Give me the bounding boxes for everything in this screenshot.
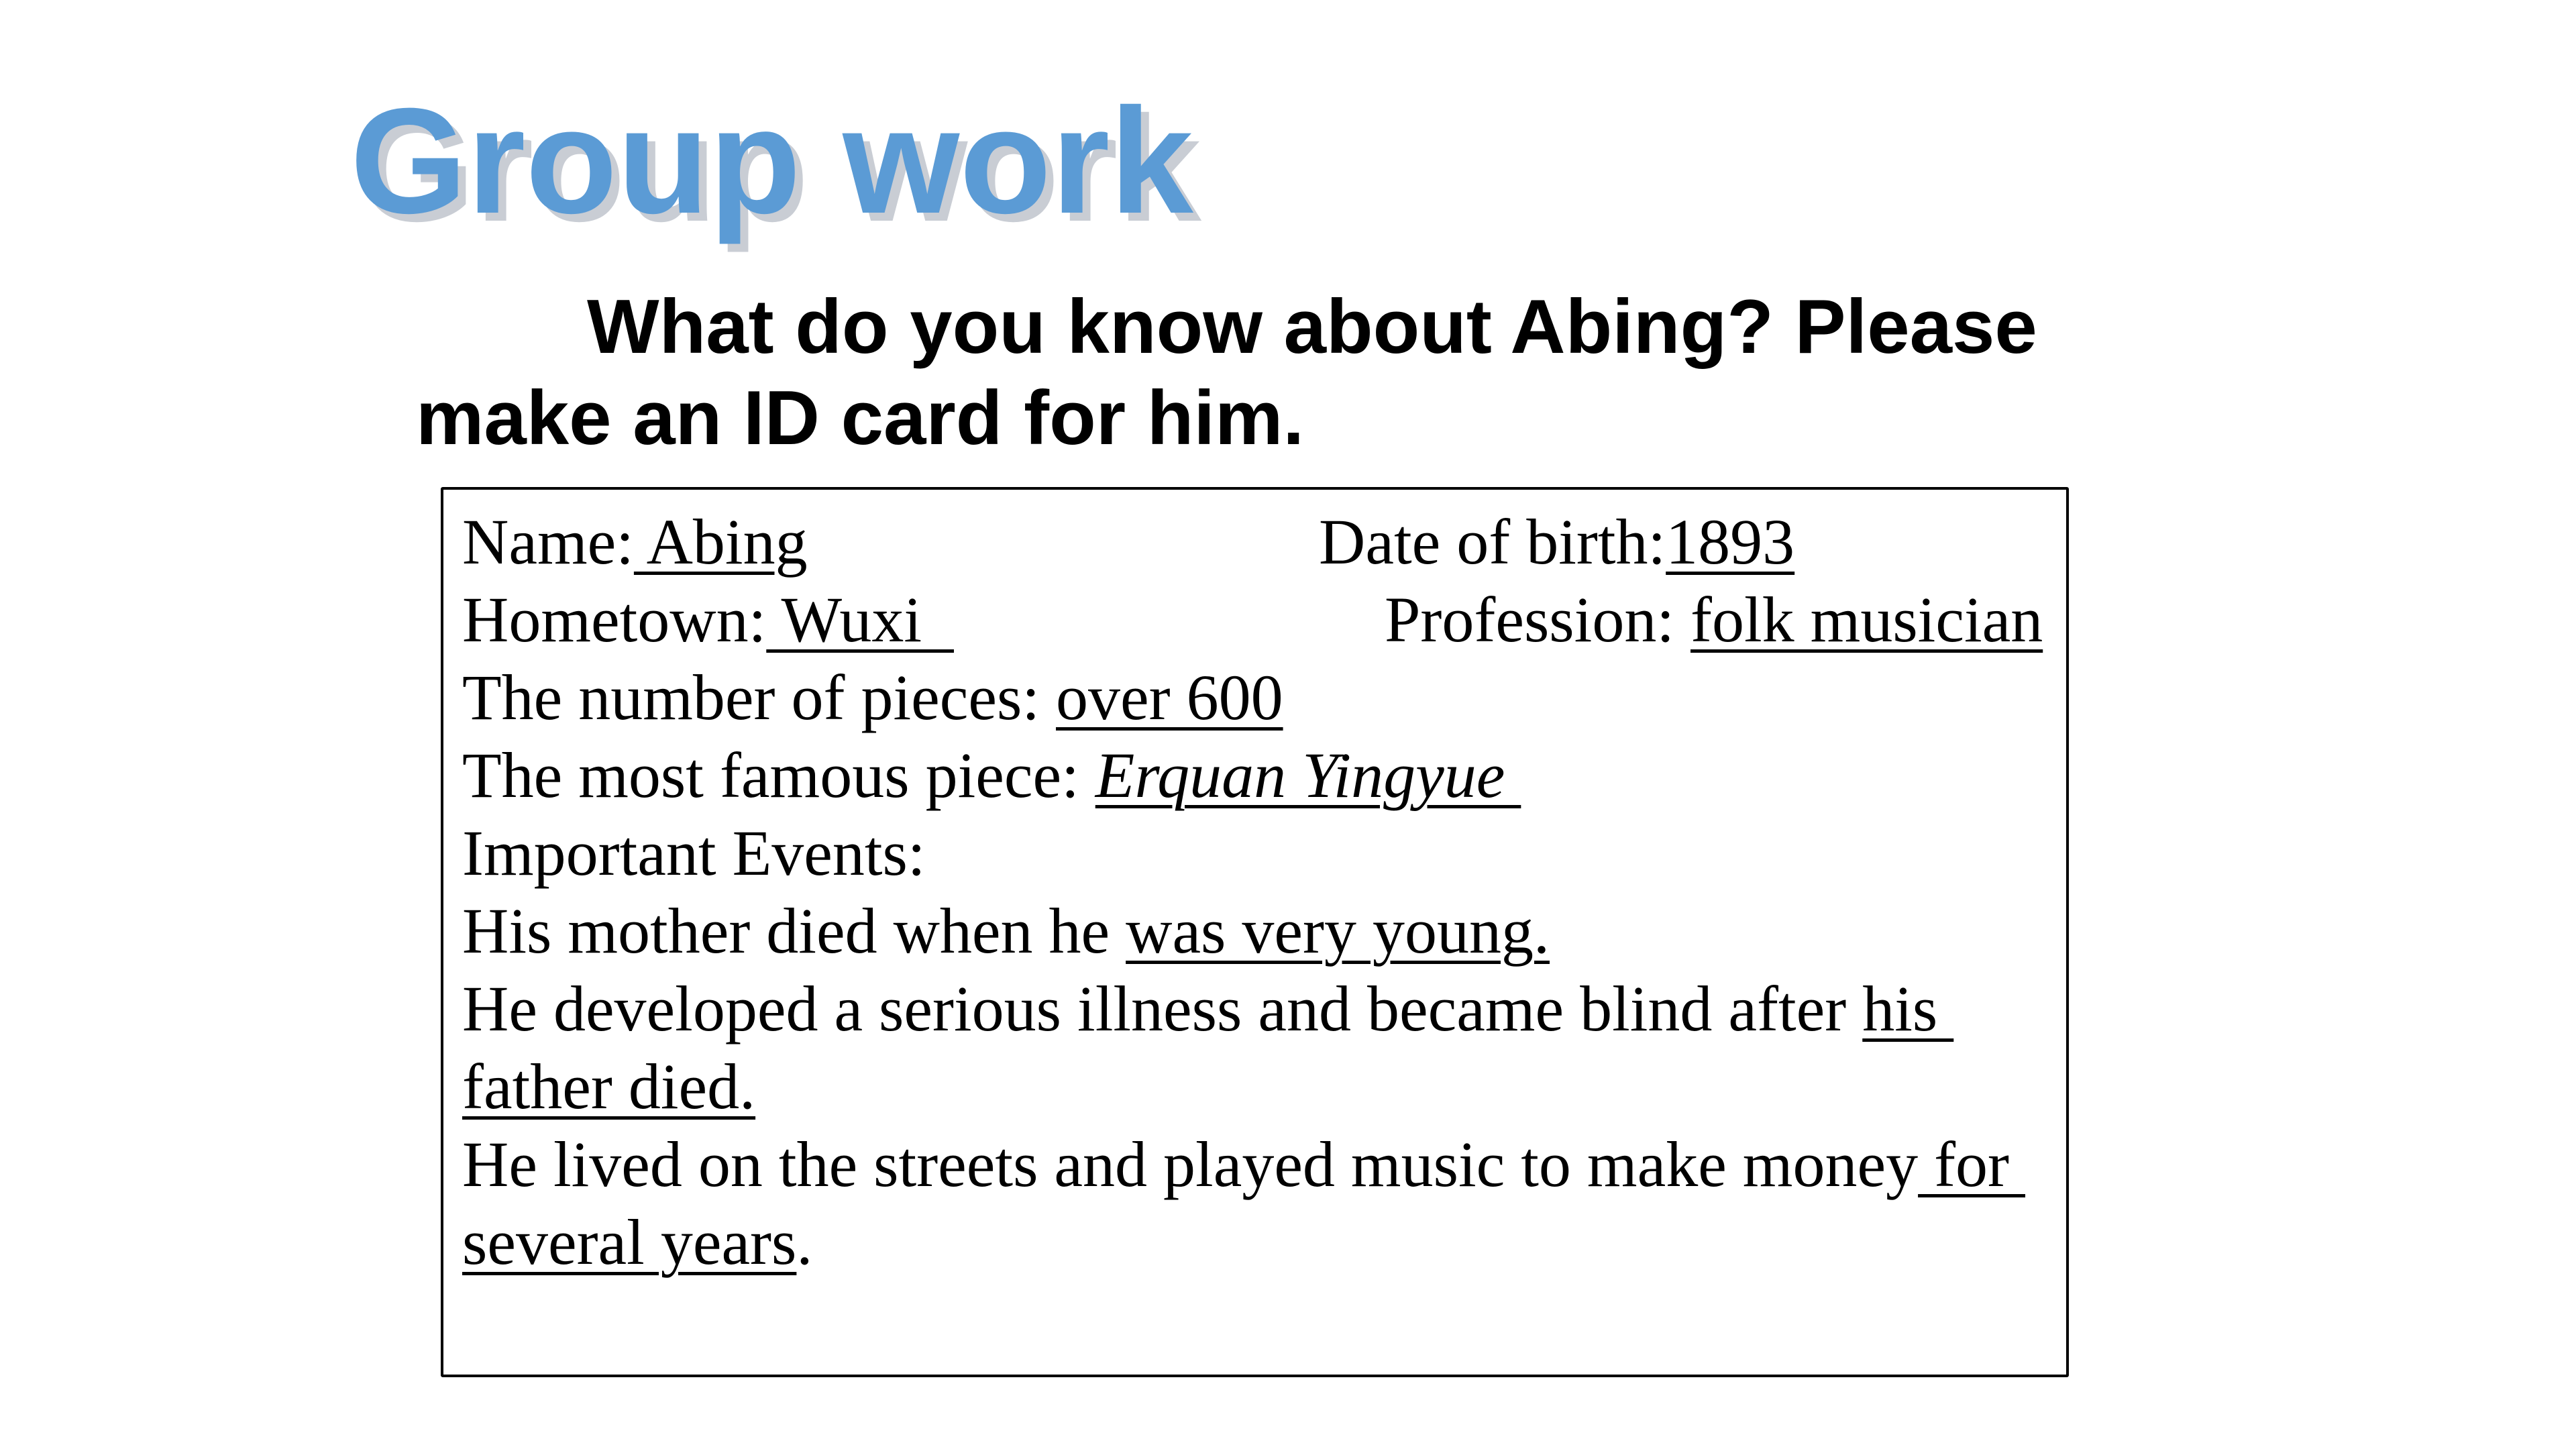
slide-title: Group work <box>350 77 1193 245</box>
task-question: What do you know about Abing? Please make an ID card for him. <box>416 284 2037 461</box>
event-3-continued <box>462 1203 812 1281</box>
hometown-label: Hometown: <box>462 584 767 655</box>
profession-row <box>1385 581 2043 659</box>
profession-label: Profession: <box>1385 584 1690 655</box>
pieces-label: The number of pieces: <box>462 661 1056 733</box>
name-label: Name: <box>462 506 634 578</box>
event-2-value-a: his <box>1862 973 1954 1044</box>
famous-piece-label: The most famous piece: <box>462 739 1095 811</box>
id-card <box>441 487 2069 1377</box>
event-1-text: His mother died when he <box>462 895 1126 967</box>
event-3 <box>462 1126 2025 1203</box>
event-3-value-a: for <box>1918 1128 2026 1200</box>
event-2-text: He developed a serious illness and became blind after <box>462 973 1863 1044</box>
event-2-value-b: father died. <box>462 1051 756 1122</box>
dob-value: 1893 <box>1666 506 1795 578</box>
event-2 <box>462 970 1953 1048</box>
dob-row <box>1319 503 1794 581</box>
famous-piece-value: Erquan Yingyue <box>1095 739 1521 811</box>
event-2-continued <box>462 1048 755 1126</box>
profession-value: folk musician <box>1690 584 2043 655</box>
hometown-value: Wuxi <box>766 584 954 655</box>
name-value: Abing <box>633 506 808 578</box>
event-3-end: . <box>796 1206 813 1278</box>
pieces-row <box>462 659 1283 737</box>
event-3-value-b: several years <box>462 1206 797 1278</box>
hometown-row <box>462 581 954 659</box>
name-row <box>462 503 808 581</box>
dob-label: Date of birth: <box>1319 506 1666 578</box>
pieces-value: over 600 <box>1056 661 1283 733</box>
event-1 <box>462 892 1550 970</box>
event-1-value: was very young. <box>1126 895 1550 967</box>
events-heading: Important Events: <box>462 817 926 889</box>
event-3-text: He lived on the streets and played music to make money <box>462 1128 1919 1200</box>
famous-piece-row <box>462 737 1521 814</box>
